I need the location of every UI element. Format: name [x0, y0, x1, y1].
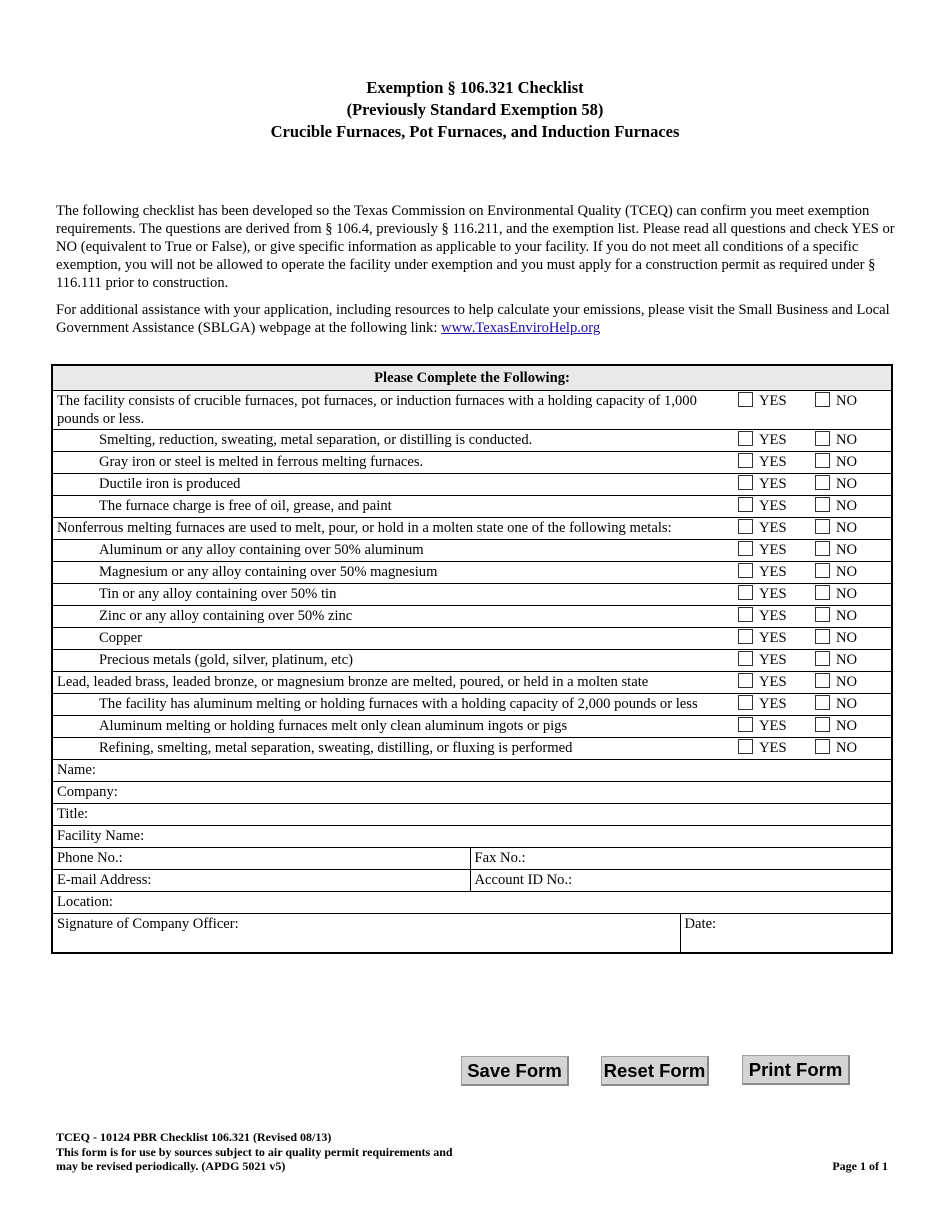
intro-paragraph-2-text: For additional assistance with your application, including resources to help calculate your emissions, please visit the Small Business and Local Government Assistance (SBLGA) webpage at the following link: [56, 302, 890, 336]
yes-label: YES [759, 608, 787, 624]
yes-option[interactable] [738, 453, 815, 471]
no-label: NO [836, 652, 858, 668]
no-checkbox[interactable] [815, 739, 830, 754]
answer-options [734, 628, 892, 650]
no-checkbox[interactable] [815, 541, 830, 556]
no-option[interactable] [815, 717, 875, 735]
no-checkbox[interactable] [815, 717, 830, 732]
checklist-row [52, 584, 892, 606]
no-label: NO [836, 432, 858, 448]
yes-label: YES [759, 586, 787, 602]
print-form-button[interactable]: Print Form [742, 1055, 850, 1085]
checklist-row [52, 672, 892, 694]
form-title [0, 77, 950, 143]
no-checkbox[interactable] [815, 519, 830, 534]
checklist-row [52, 430, 892, 452]
answer-options [734, 650, 892, 672]
no-checkbox[interactable] [815, 651, 830, 666]
answer-options [734, 694, 892, 716]
no-option[interactable] [815, 739, 875, 757]
page-number: Page 1 of 1 [832, 1159, 888, 1173]
answer-options [734, 738, 892, 760]
no-label: NO [836, 454, 858, 470]
yes-checkbox[interactable] [738, 563, 753, 578]
yes-label: YES [759, 564, 787, 580]
no-option[interactable] [815, 563, 875, 581]
answer-options [734, 518, 892, 540]
no-label: NO [836, 674, 858, 690]
answer-options [734, 391, 892, 430]
checklist-row [52, 562, 892, 584]
date-field[interactable]: Date: [680, 914, 892, 954]
no-checkbox[interactable] [815, 673, 830, 688]
no-option[interactable] [815, 629, 875, 647]
no-option[interactable] [815, 541, 875, 559]
yes-checkbox[interactable] [738, 717, 753, 732]
question-text: Aluminum or any alloy containing over 50% aluminum [52, 540, 734, 562]
yes-label: YES [759, 476, 787, 492]
title-line-2: (Previously Standard Exemption 58) [346, 100, 604, 119]
answer-options [734, 452, 892, 474]
checklist-row [52, 540, 892, 562]
yes-option[interactable] [738, 392, 815, 410]
question-text: The facility consists of crucible furnaces, pot furnaces, or induction furnaces with a holding capacity of 1,000 pounds or less. [52, 391, 734, 430]
fax-field[interactable]: Fax No.: [470, 848, 892, 870]
checklist-row [52, 391, 892, 430]
yes-checkbox[interactable] [738, 673, 753, 688]
no-label: NO [836, 542, 858, 558]
no-label: NO [836, 520, 858, 536]
yes-checkbox[interactable] [738, 497, 753, 512]
no-label: NO [836, 696, 858, 712]
question-text: Lead, leaded brass, leaded bronze, or magnesium bronze are melted, poured, or held in a molten state [52, 672, 734, 694]
no-option[interactable] [815, 585, 875, 603]
checklist-row [52, 606, 892, 628]
yes-label: YES [759, 432, 787, 448]
no-option[interactable] [815, 607, 875, 625]
yes-checkbox[interactable] [738, 431, 753, 446]
no-option[interactable] [815, 475, 875, 493]
no-checkbox[interactable] [815, 695, 830, 710]
yes-option[interactable] [738, 695, 815, 713]
question-text: Copper [52, 628, 734, 650]
intro-paragraph-1: The following checklist has been developed so the Texas Commission on Environmental Quality (TCEQ) can confirm you meet exemption requirements. The questions are derived from § 106.4, previously § 116.211, and the exemption list. Please read all questions and check YES or NO (equivalent to True or False), or give specific information as applicable to your facility. If you do not meet all conditions of a specific exemption, you will not be allowed to operate the facility under exemption and you must apply for a construction permit as required under § 116.111 prior to construction. [56, 203, 895, 291]
company-field[interactable]: Company: [52, 782, 892, 804]
no-option[interactable] [815, 519, 875, 537]
yes-checkbox[interactable] [738, 739, 753, 754]
yes-label: YES [759, 520, 787, 536]
title-line-1: Exemption § 106.321 Checklist [366, 78, 584, 97]
yes-checkbox[interactable] [738, 651, 753, 666]
checklist-row [52, 518, 892, 540]
name-field[interactable]: Name: [52, 760, 892, 782]
answer-options [734, 584, 892, 606]
checklist-row [52, 716, 892, 738]
no-checkbox[interactable] [815, 629, 830, 644]
checklist-row [52, 628, 892, 650]
no-label: NO [836, 586, 858, 602]
no-option[interactable] [815, 431, 875, 449]
yes-option[interactable] [738, 739, 815, 757]
no-option[interactable] [815, 392, 875, 410]
checklist-row [52, 474, 892, 496]
yes-label: YES [759, 454, 787, 470]
question-text: Gray iron or steel is melted in ferrous melting furnaces. [52, 452, 734, 474]
yes-label: YES [759, 542, 787, 558]
yes-checkbox[interactable] [738, 695, 753, 710]
title-field[interactable]: Title: [52, 804, 892, 826]
no-checkbox[interactable] [815, 475, 830, 490]
answer-options [734, 496, 892, 518]
question-text: Nonferrous melting furnaces are used to melt, pour, or hold in a molten state one of the following metals: [52, 518, 734, 540]
no-label: NO [836, 476, 858, 492]
checklist-row [52, 694, 892, 716]
answer-options [734, 606, 892, 628]
answer-options [734, 562, 892, 584]
checklist-row [52, 738, 892, 760]
yes-label: YES [759, 498, 787, 514]
footer-notice [56, 1130, 516, 1174]
footer-line-1: TCEQ - 10124 PBR Checklist 106.321 (Revised 08/13) [56, 1130, 332, 1144]
question-text: Zinc or any alloy containing over 50% zinc [52, 606, 734, 628]
yes-option[interactable] [738, 651, 815, 669]
no-checkbox[interactable] [815, 585, 830, 600]
no-label: NO [836, 564, 858, 580]
no-option[interactable] [815, 453, 875, 471]
yes-option[interactable] [738, 563, 815, 581]
question-text: Smelting, reduction, sweating, metal separation, or distilling is conducted. [52, 430, 734, 452]
yes-label: YES [759, 674, 787, 690]
no-checkbox[interactable] [815, 453, 830, 468]
account-id-field[interactable]: Account ID No.: [470, 870, 892, 892]
location-field[interactable]: Location: [52, 892, 892, 914]
signature-field[interactable]: Signature of Company Officer: [52, 914, 680, 954]
yes-checkbox[interactable] [738, 519, 753, 534]
yes-label: YES [759, 740, 787, 756]
yes-checkbox[interactable] [738, 541, 753, 556]
answer-options [734, 716, 892, 738]
answer-options [734, 474, 892, 496]
no-checkbox[interactable] [815, 497, 830, 512]
checklist-row [52, 496, 892, 518]
no-label: NO [836, 718, 858, 734]
question-text: Ductile iron is produced [52, 474, 734, 496]
question-text: Magnesium or any alloy containing over 50% magnesium [52, 562, 734, 584]
no-label: NO [836, 740, 858, 756]
no-checkbox[interactable] [815, 563, 830, 578]
email-field[interactable]: E-mail Address: [52, 870, 470, 892]
yes-checkbox[interactable] [738, 453, 753, 468]
no-checkbox[interactable] [815, 607, 830, 622]
yes-option[interactable] [738, 673, 815, 691]
yes-option[interactable] [738, 607, 815, 625]
yes-checkbox[interactable] [738, 607, 753, 622]
yes-checkbox[interactable] [738, 585, 753, 600]
yes-label: YES [759, 630, 787, 646]
no-checkbox[interactable] [815, 392, 830, 407]
question-text: The facility has aluminum melting or holding furnaces with a holding capacity of 2,000 pounds or less [52, 694, 734, 716]
yes-label: YES [759, 696, 787, 712]
no-checkbox[interactable] [815, 431, 830, 446]
footer-line-2: This form is for use by sources subject to air quality permit requirements and [56, 1144, 453, 1159]
question-text: Refining, smelting, metal separation, sweating, distilling, or fluxing is performed [52, 738, 734, 760]
yes-label: YES [759, 393, 787, 409]
checklist-heading: Please Complete the Following: [52, 365, 892, 391]
sblga-link[interactable]: www.TexasEnviroHelp.org [441, 320, 601, 336]
yes-checkbox[interactable] [738, 392, 753, 407]
yes-option[interactable] [738, 541, 815, 559]
answer-options [734, 540, 892, 562]
no-option[interactable] [815, 695, 875, 713]
yes-option[interactable] [738, 497, 815, 515]
checklist-row [52, 650, 892, 672]
question-text: The furnace charge is free of oil, grease, and paint [52, 496, 734, 518]
question-text: Aluminum melting or holding furnaces melt only clean aluminum ingots or pigs [52, 716, 734, 738]
yes-option[interactable] [738, 585, 815, 603]
checklist-table [51, 364, 893, 954]
no-label: NO [836, 393, 858, 409]
answer-options [734, 430, 892, 452]
no-label: NO [836, 630, 858, 646]
question-text: Precious metals (gold, silver, platinum, etc) [52, 650, 734, 672]
no-option[interactable] [815, 497, 875, 515]
yes-option[interactable] [738, 519, 815, 537]
footer-line-3: may be revised periodically. (APDG 5021 v5) [56, 1159, 286, 1173]
no-label: NO [836, 608, 858, 624]
phone-field[interactable]: Phone No.: [52, 848, 470, 870]
yes-label: YES [759, 718, 787, 734]
no-option[interactable] [815, 673, 875, 691]
yes-checkbox[interactable] [738, 475, 753, 490]
intro-paragraph-2 [56, 301, 896, 337]
intro-text [56, 202, 896, 346]
reset-form-button[interactable]: Reset Form [601, 1056, 709, 1086]
yes-option[interactable] [738, 629, 815, 647]
yes-label: YES [759, 652, 787, 668]
yes-option[interactable] [738, 475, 815, 493]
save-form-button[interactable]: Save Form [461, 1056, 569, 1086]
answer-options [734, 672, 892, 694]
checklist-row [52, 452, 892, 474]
yes-option[interactable] [738, 431, 815, 449]
yes-checkbox[interactable] [738, 629, 753, 644]
title-line-3: Crucible Furnaces, Pot Furnaces, and Induction Furnaces [270, 122, 680, 141]
facility-name-field[interactable]: Facility Name: [52, 826, 892, 848]
yes-option[interactable] [738, 717, 815, 735]
no-label: NO [836, 498, 858, 514]
no-option[interactable] [815, 651, 875, 669]
question-text: Tin or any alloy containing over 50% tin [52, 584, 734, 606]
